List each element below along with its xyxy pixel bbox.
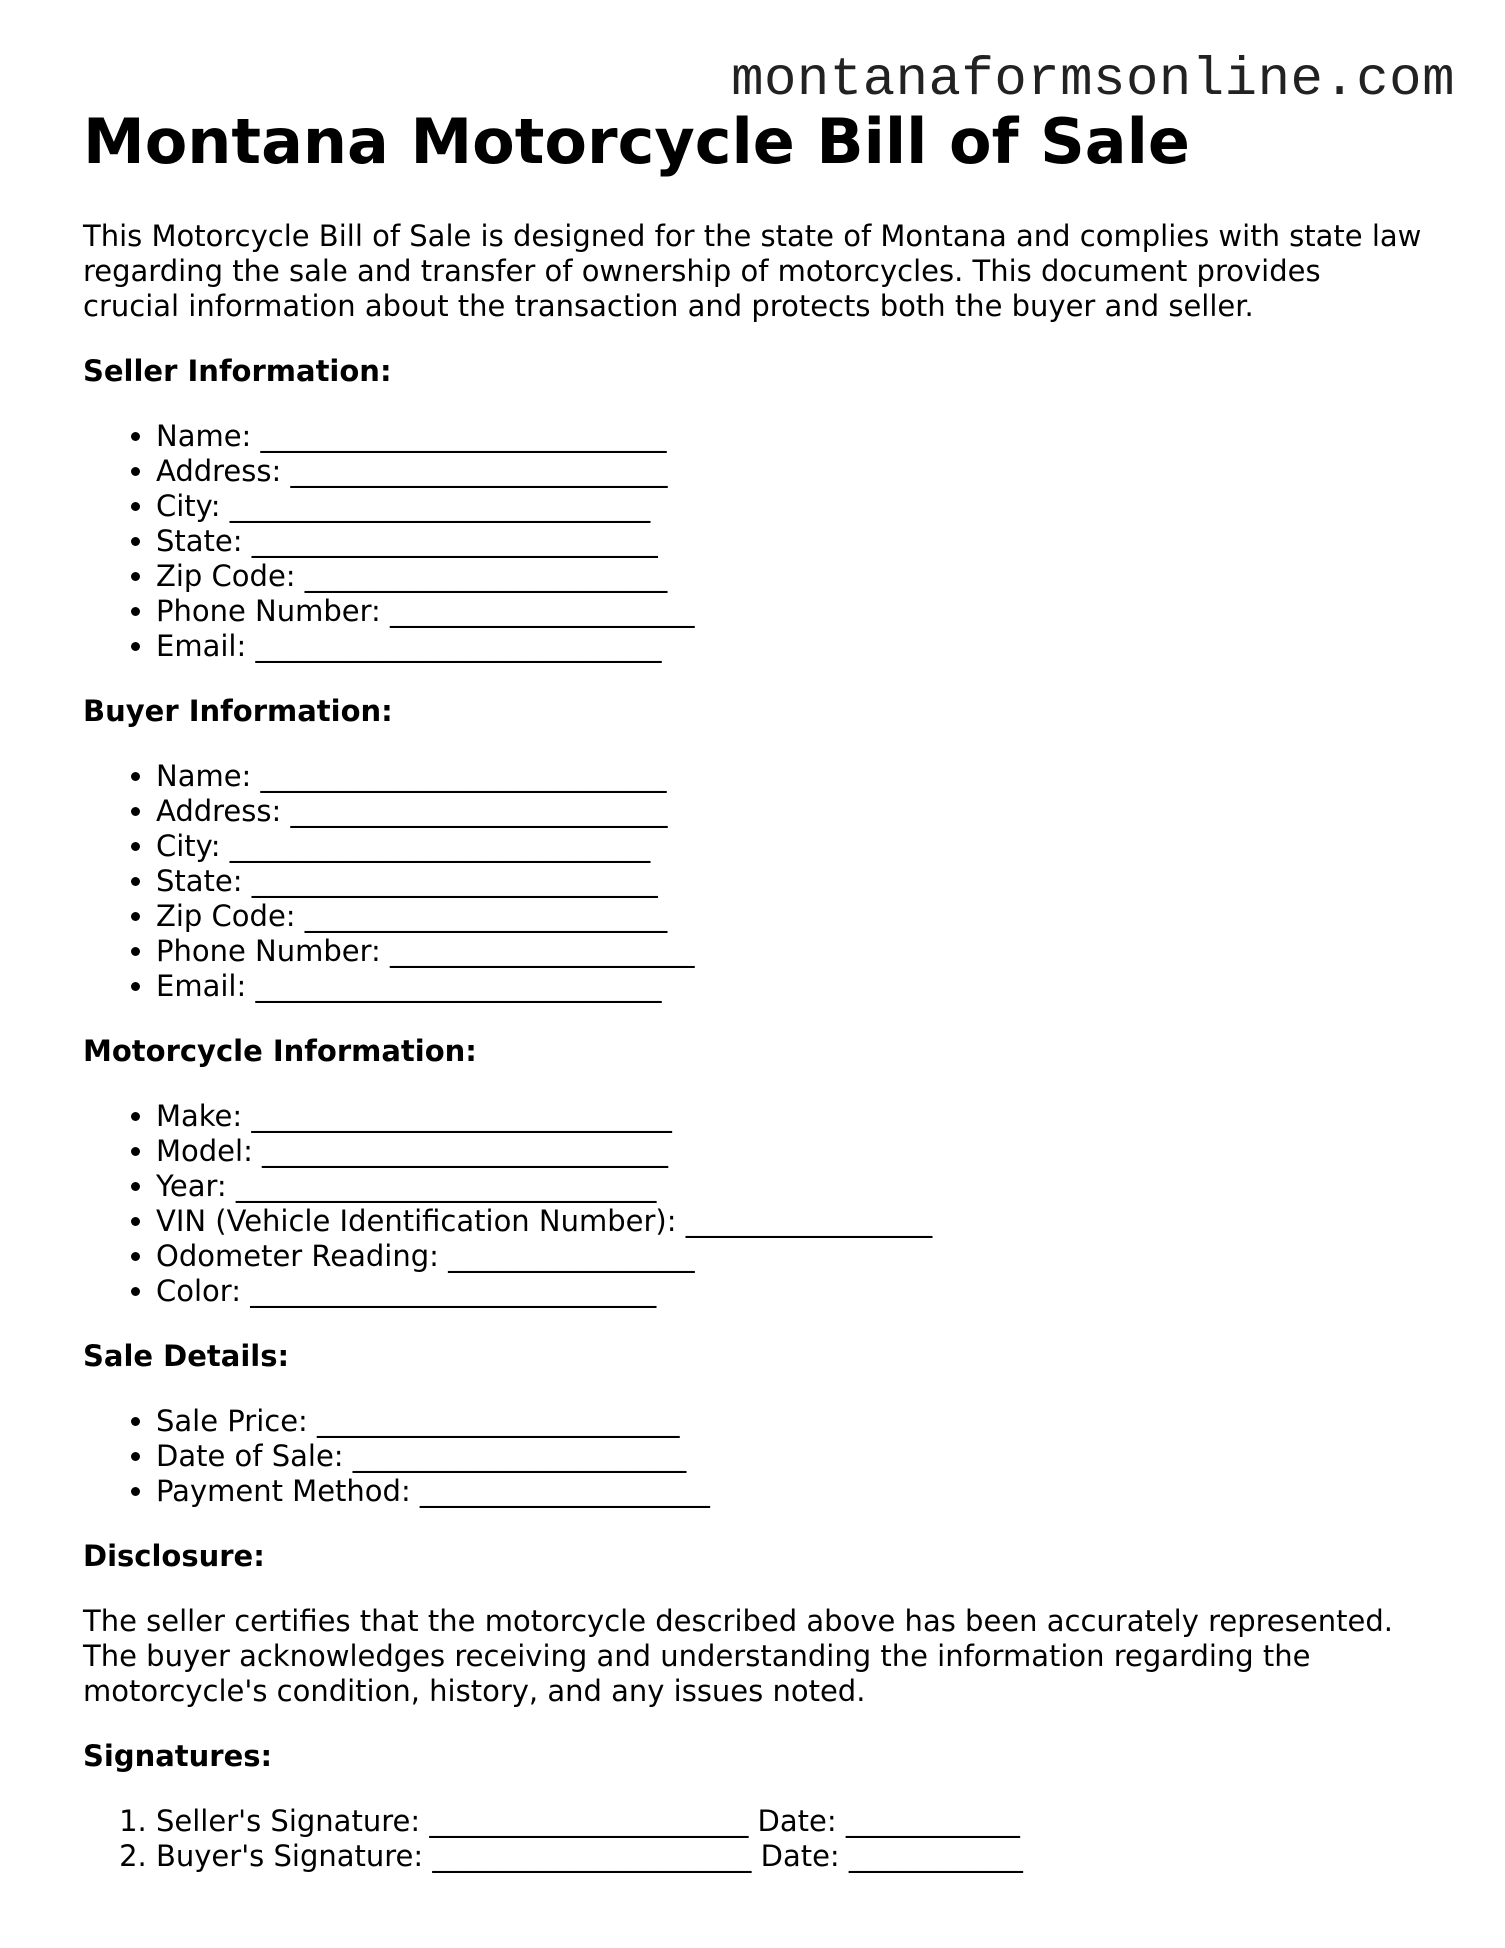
motorcycle-fields [83, 1099, 1423, 1309]
disclosure-heading: Disclosure: [83, 1539, 265, 1573]
buyer-fields [83, 759, 1423, 1004]
seller-state-field[interactable]: • State: ____________________________ [156, 524, 1423, 559]
seller-city-field[interactable]: • City: _____________________________ [156, 489, 1423, 524]
motorcycle-color-field[interactable]: • Color: ____________________________ [156, 1274, 1423, 1309]
motorcycle-model-field[interactable]: • Model: ____________________________ [156, 1134, 1423, 1169]
buyer-state-field[interactable]: • State: ____________________________ [156, 864, 1423, 899]
intro-paragraph: This Motorcycle Bill of Sale is designed for the state of Montana and complies with state law regarding the sale and transfer of ownership of motorcycles. This document provides crucial information about the transaction and protects both the buyer and seller. [83, 219, 1422, 323]
buyer-city-field[interactable]: • City: _____________________________ [156, 829, 1423, 864]
buyer-name-field[interactable]: • Name: ____________________________ [156, 759, 1423, 794]
motorcycle-year-field[interactable]: • Year: _____________________________ [156, 1169, 1423, 1204]
seller-phone-field[interactable]: • Phone Number: _____________________ [156, 594, 1423, 629]
seller-signature-field[interactable]: 1. Seller's Signature: ______________________ Date: ____________ [156, 1804, 1423, 1839]
seller-zip-field[interactable]: • Zip Code: _________________________ [156, 559, 1423, 594]
seller-fields [83, 419, 1423, 664]
signature-fields [83, 1804, 1423, 1874]
motorcycle-make-field[interactable]: • Make: _____________________________ [156, 1099, 1423, 1134]
signatures-heading: Signatures: [83, 1739, 273, 1773]
buyer-signature-field[interactable]: 2. Buyer's Signature: ______________________ Date: ____________ [156, 1839, 1423, 1874]
seller-email-field[interactable]: • Email: ____________________________ [156, 629, 1423, 664]
motorcycle-heading: Motorcycle Information: [83, 1034, 477, 1068]
site-watermark: montanaformsonline.com [731, 50, 1455, 111]
seller-name-field[interactable]: • Name: ____________________________ [156, 419, 1423, 454]
sale-date-field[interactable]: • Date of Sale: _______________________ [156, 1439, 1423, 1474]
document-title: Montana Motorcycle Bill of Sale [83, 105, 1190, 178]
buyer-address-field[interactable]: • Address: __________________________ [156, 794, 1423, 829]
motorcycle-odometer-field[interactable]: • Odometer Reading: _________________ [156, 1239, 1423, 1274]
sale-price-field[interactable]: • Sale Price: _________________________ [156, 1404, 1423, 1439]
document-page [83, 105, 1423, 1904]
seller-heading: Seller Information: [83, 354, 392, 388]
buyer-phone-field[interactable]: • Phone Number: _____________________ [156, 934, 1423, 969]
motorcycle-vin-field[interactable]: • VIN (Vehicle Identification Number): _________________ [156, 1204, 1423, 1239]
buyer-zip-field[interactable]: • Zip Code: _________________________ [156, 899, 1423, 934]
payment-method-field[interactable]: • Payment Method: ____________________ [156, 1474, 1423, 1509]
sale-fields [83, 1404, 1423, 1509]
disclosure-paragraph: The seller certifies that the motorcycle described above has been accurately represented. The buyer acknowledges receiving and understanding the information regarding the motorcycle's condition, history, and any issues noted. [83, 1604, 1393, 1708]
sale-heading: Sale Details: [83, 1339, 290, 1373]
buyer-heading: Buyer Information: [83, 694, 393, 728]
buyer-email-field[interactable]: • Email: ____________________________ [156, 969, 1423, 1004]
seller-address-field[interactable]: • Address: __________________________ [156, 454, 1423, 489]
